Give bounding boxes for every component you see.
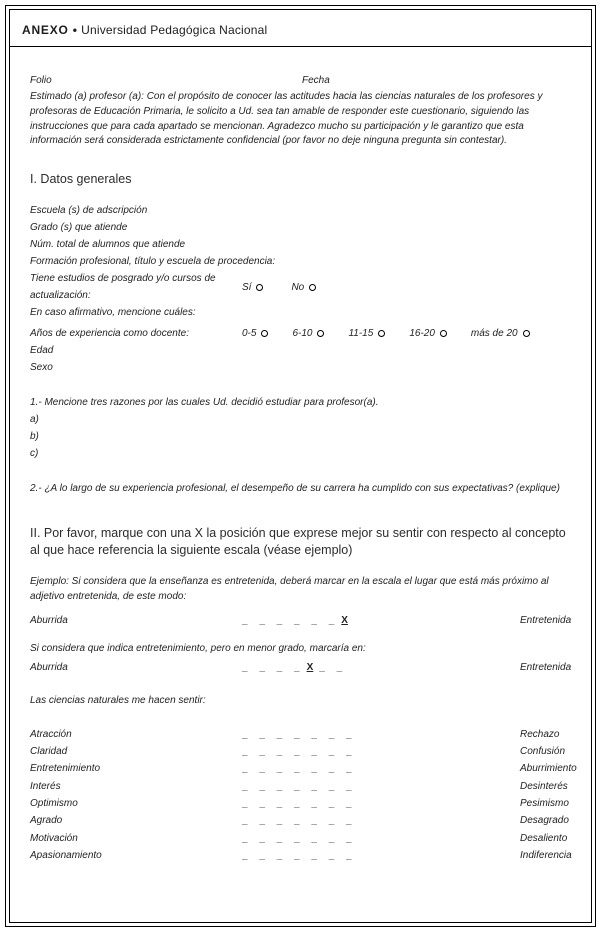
- experiencia-mas-20-label: más de 20: [470, 328, 518, 340]
- right-adjective: Rechazo: [520, 728, 560, 740]
- experiencia-6-10-label: 6-10: [292, 328, 313, 340]
- page-border-outer: [5, 5, 596, 927]
- left-adjective: Motivación: [30, 832, 78, 844]
- field-num-alumnos: Núm. total de alumnos que atiende: [30, 239, 186, 251]
- question2-block: [30, 480, 575, 497]
- experiencia-option-0-5: [242, 325, 268, 342]
- section1-title: I. Datos generales: [30, 172, 132, 187]
- experiencia-6-10-radio[interactable]: [317, 330, 324, 337]
- left-adjective: Optimismo: [30, 797, 78, 809]
- scale-intro: Las ciencias naturales me hacen sentir:: [30, 694, 206, 706]
- example2-x-mark: X: [306, 661, 314, 673]
- scale-row-apasionamiento: [30, 847, 575, 864]
- example2-dashes-pre: _ _ _ _: [242, 661, 301, 673]
- left-adjective: Entretenimiento: [30, 763, 101, 775]
- example1-x-mark: X: [341, 614, 348, 626]
- edad-label: Edad: [30, 345, 54, 357]
- right-adjective: Indiferencia: [520, 849, 572, 861]
- scale-row-atraccion: [30, 726, 575, 743]
- experiencia-11-15-radio[interactable]: [378, 330, 385, 337]
- scale-positions[interactable]: _ _ _ _ _ _ _: [242, 832, 353, 844]
- experiencia-0-5-label: 0-5: [242, 328, 257, 340]
- intro-paragraph: Estimado (a) profesor (a): Con el propósito de conocer las actitudes hacia las ciencias naturales de los profesores y profesoras de Educación Primaria, le solicito a Ud. sea tan amable de responder este cuestionario, siguiendo las instrucciones que para cada apartado se mencionan. Agradezco mucho su participación y le garantizo que esta información será considerada estrictamente confidencial (por favor no deje ninguna pregunta sin contestar).: [30, 91, 543, 147]
- experiencia-option-mas-20: [471, 325, 530, 342]
- anexo-label: ANEXO: [22, 23, 69, 37]
- example2-dashes-post: _ _: [319, 661, 344, 673]
- fecha-label: Fecha: [302, 75, 330, 86]
- question1-block: [30, 394, 575, 462]
- right-adjective: Confusión: [520, 746, 566, 758]
- page-border-inner: [9, 9, 592, 923]
- experiencia-option-16-20: [409, 325, 447, 342]
- posgrado-option-no: [291, 279, 316, 296]
- header-divider: [10, 46, 591, 47]
- ejemplo-paragraph: Ejemplo: Si considera que la enseñanza es entretenida, deberá marcar en la escala el lugar que está más próximo al adjetivo entretenida, de este modo:: [30, 576, 549, 602]
- scale-positions[interactable]: _ _ _ _ _ _ _: [242, 728, 353, 740]
- right-adjective: Desagrado: [520, 815, 569, 827]
- field-grado: Grado (s) que atiende: [30, 222, 128, 234]
- scale-row-optimismo: [30, 795, 575, 812]
- posgrado-row: [30, 270, 575, 304]
- right-adjective: Aburrimiento: [520, 763, 577, 775]
- bullet-separator: •: [72, 23, 78, 37]
- example1-right-adjective: Entretenida: [520, 614, 572, 626]
- en-caso-afirmativo-label: En caso afirmativo, mencione cuáles:: [30, 307, 196, 319]
- question1-item-c: c): [30, 448, 39, 460]
- question1-item-a: a): [30, 414, 39, 426]
- question1-text: 1.- Mencione tres razones por las cuales Ud. decidió estudiar para profesor(a).: [30, 397, 379, 409]
- semantic-differential-table: [30, 726, 575, 864]
- section2-title: II. Por favor, marque con una X la posición que exprese mejor su sentir con respecto al concepto al que hace referencia la siguiente escala (véase ejemplo): [30, 526, 566, 558]
- posgrado-si-label: Sí: [242, 281, 252, 293]
- institution-name: Universidad Pedagógica Nacional: [81, 23, 268, 37]
- scale-row-interes: [30, 778, 575, 795]
- posgrado-label: Tiene estudios de posgrado y/o cursos de actualización:: [30, 273, 216, 302]
- example2-scale[interactable]: [242, 659, 520, 676]
- left-adjective: Claridad: [30, 746, 68, 758]
- scale-positions[interactable]: _ _ _ _ _ _ _: [242, 815, 353, 827]
- example1-left-adjective: Aburrida: [30, 614, 68, 626]
- scale-row-claridad: [30, 743, 575, 760]
- experiencia-option-6-10: [292, 325, 324, 342]
- experiencia-16-20-label: 16-20: [409, 328, 435, 340]
- scale-positions[interactable]: _ _ _ _ _ _ _: [242, 780, 353, 792]
- scale-positions[interactable]: _ _ _ _ _ _ _: [242, 849, 353, 861]
- page-header: [10, 10, 591, 46]
- right-adjective: Desaliento: [520, 832, 568, 844]
- example1-scale[interactable]: [242, 612, 520, 629]
- example2-right-adjective: Entretenida: [520, 661, 572, 673]
- question2-text: 2.- ¿A lo largo de su experiencia profesional, el desempeño de su carrera ha cumplido con sus expectativas? (explique): [30, 483, 560, 495]
- left-adjective: Atracción: [30, 728, 72, 740]
- sexo-label: Sexo: [30, 362, 53, 374]
- field-escuela: Escuela (s) de adscripción: [30, 205, 148, 217]
- example2-intro: Si considera que indica entretenimiento, pero en menor grado, marcaría en:: [30, 642, 366, 654]
- scale-row-entretenimiento: [30, 760, 575, 777]
- example2-left-adjective: Aburrida: [30, 661, 68, 673]
- experiencia-16-20-radio[interactable]: [440, 330, 447, 337]
- meta-row: [30, 73, 575, 88]
- experiencia-mas-20-radio[interactable]: [523, 330, 530, 337]
- general-data-fields: [30, 202, 575, 376]
- example2-row: [30, 659, 575, 676]
- left-adjective: Apasionamiento: [30, 849, 102, 861]
- posgrado-no-label: No: [291, 281, 305, 293]
- left-adjective: Agrado: [30, 815, 63, 827]
- example1-row: [30, 612, 575, 629]
- page-content: [10, 73, 591, 864]
- posgrado-si-radio[interactable]: [256, 284, 263, 291]
- scale-positions[interactable]: _ _ _ _ _ _ _: [242, 763, 353, 775]
- right-adjective: Pesimismo: [520, 797, 569, 809]
- question1-item-b: b): [30, 431, 39, 443]
- scale-positions[interactable]: _ _ _ _ _ _ _: [242, 797, 353, 809]
- scale-row-agrado: [30, 812, 575, 829]
- field-formacion: Formación profesional, título y escuela de procedencia:: [30, 256, 276, 268]
- posgrado-option-si: [242, 279, 263, 296]
- posgrado-no-radio[interactable]: [309, 284, 316, 291]
- experiencia-row: [30, 325, 575, 342]
- experiencia-11-15-label: 11-15: [348, 328, 374, 340]
- scale-positions[interactable]: _ _ _ _ _ _ _: [242, 746, 353, 758]
- experiencia-label: Años de experiencia como docente:: [30, 328, 189, 340]
- folio-label: Folio: [30, 75, 52, 86]
- experiencia-option-11-15: [348, 325, 385, 342]
- scale-row-motivacion: [30, 830, 575, 847]
- example1-dashes-pre: _ _ _ _ _ _: [242, 614, 336, 626]
- right-adjective: Desinterés: [520, 780, 568, 792]
- left-adjective: Interés: [30, 780, 61, 792]
- experiencia-0-5-radio[interactable]: [261, 330, 268, 337]
